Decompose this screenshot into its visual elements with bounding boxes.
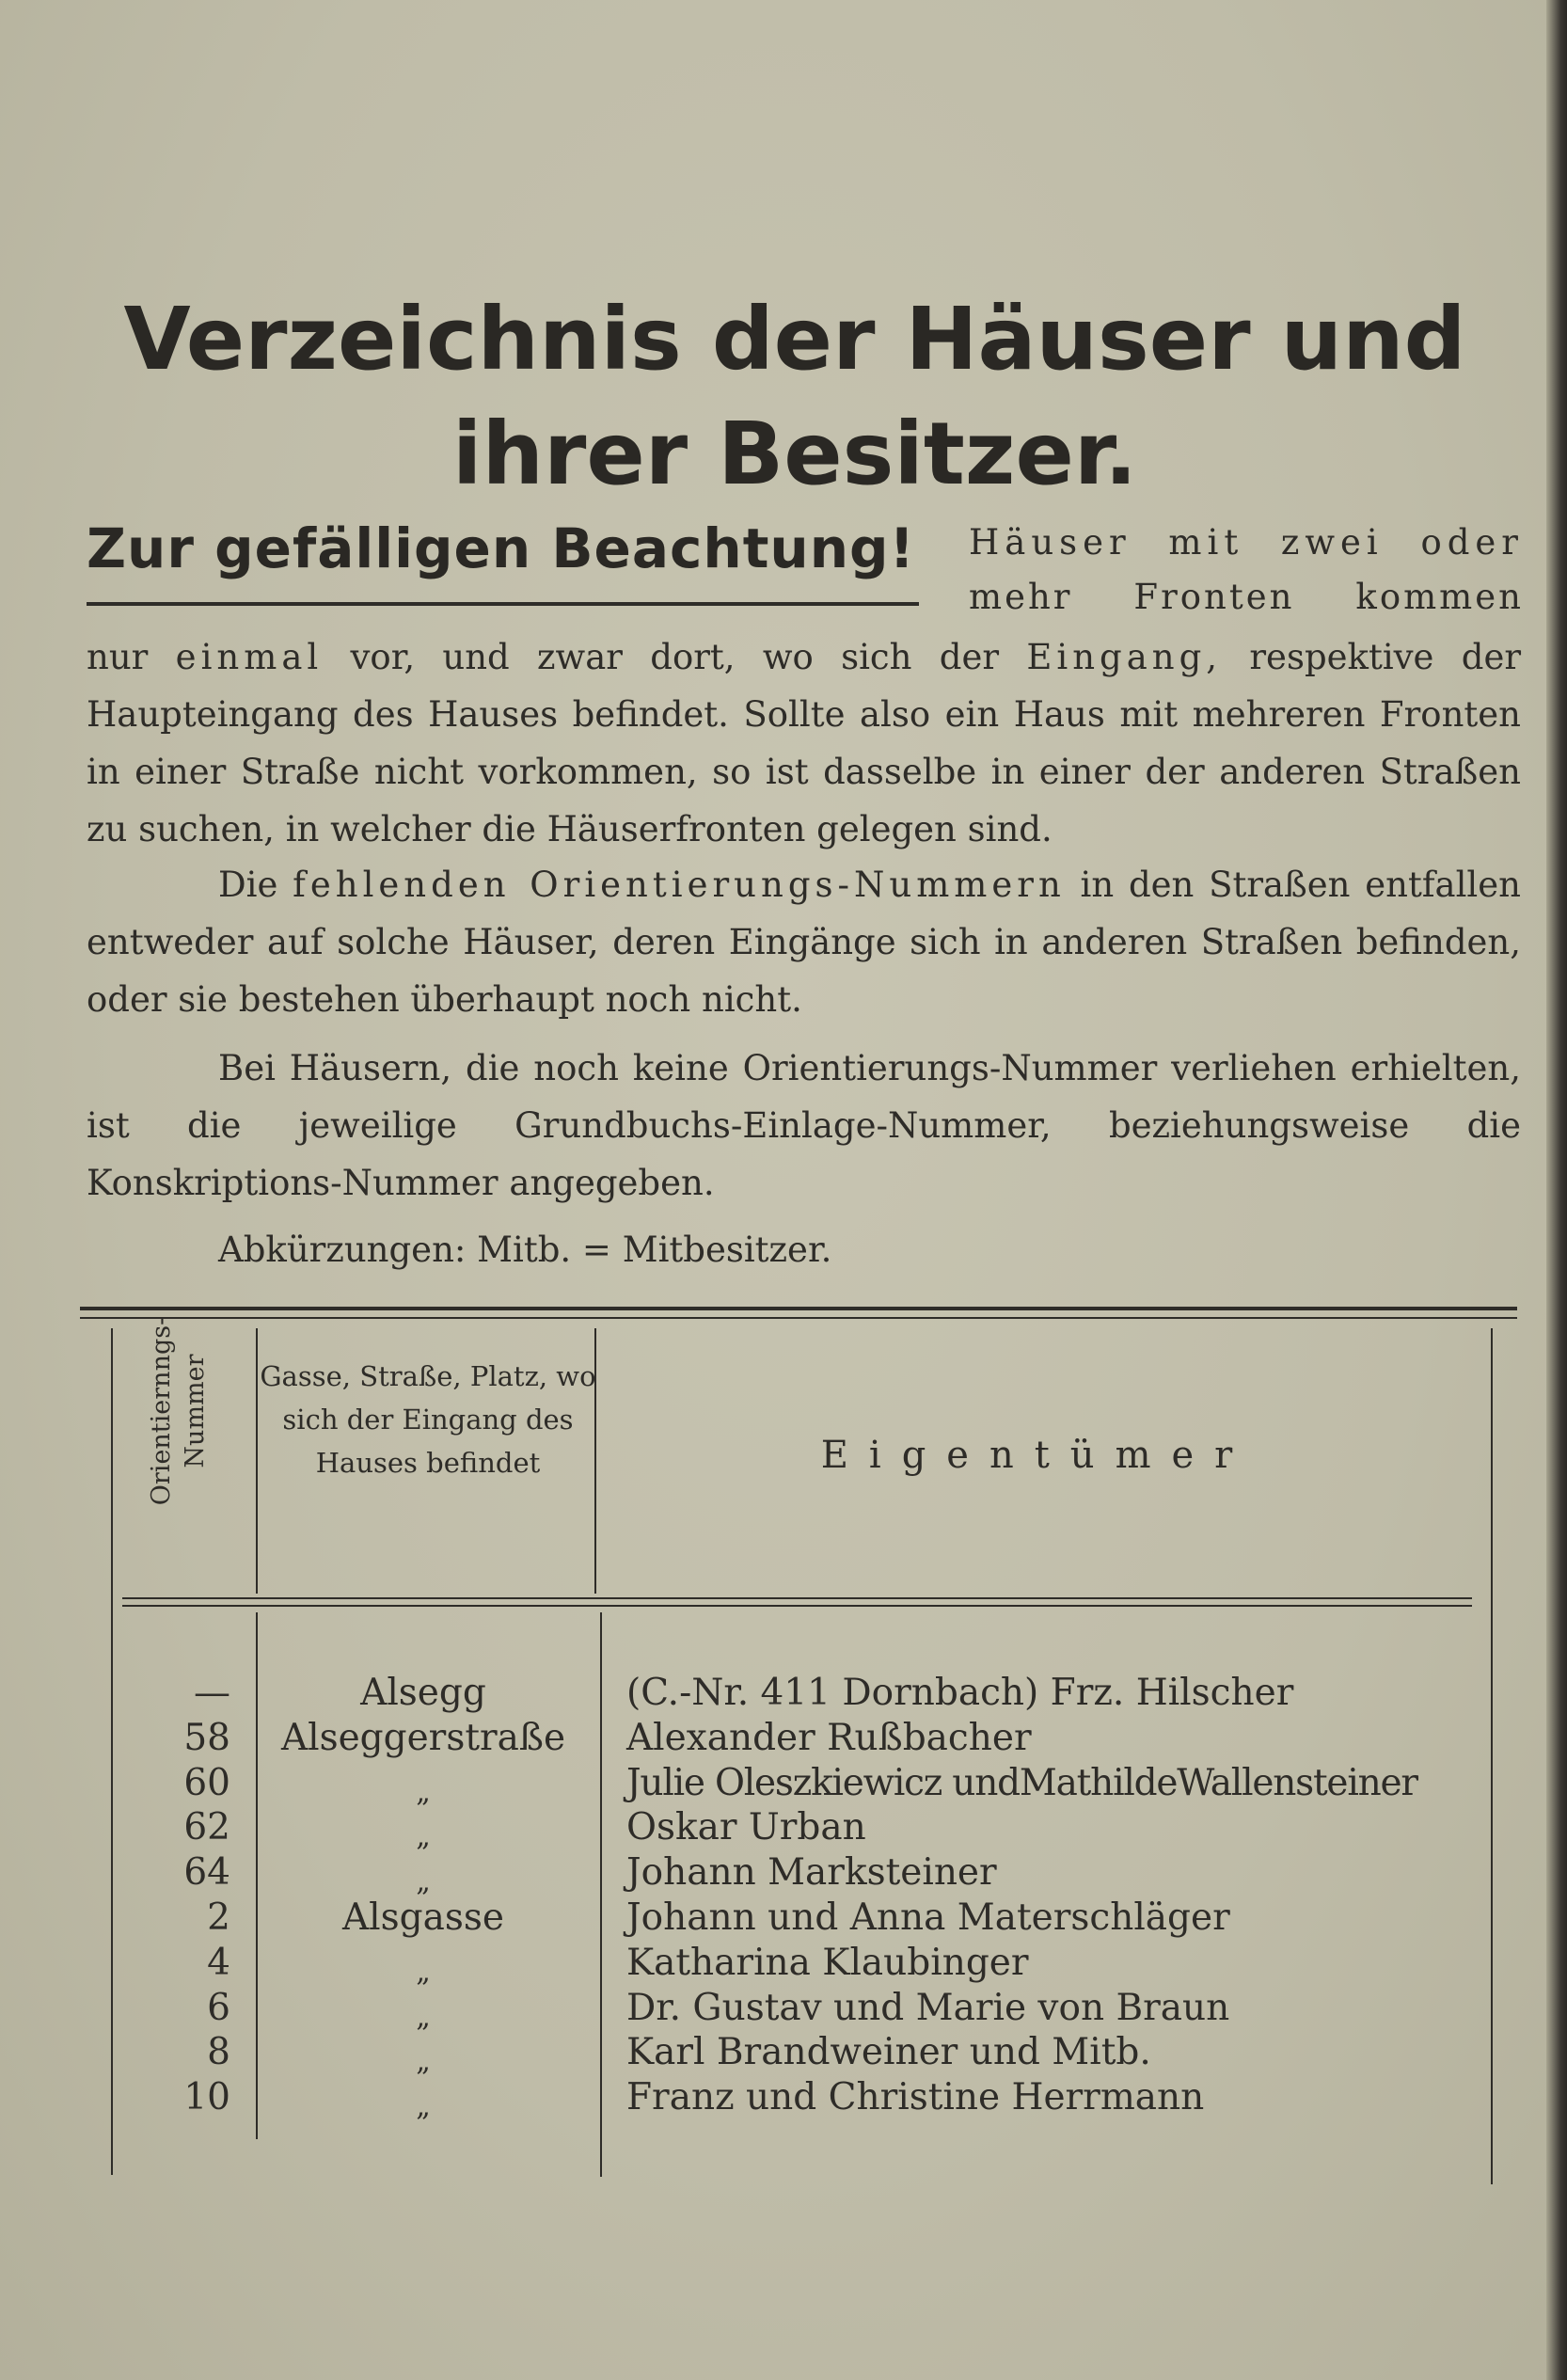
notice-heading-underline bbox=[87, 602, 919, 606]
table-row bbox=[122, 1986, 1514, 2034]
row-street: „ bbox=[416, 1820, 431, 1854]
row-owner: Julie Oleszkiewicz undMathildeWallensteiner bbox=[626, 1761, 1417, 1804]
row-number: 4 bbox=[207, 1941, 230, 1984]
p1-part-a: nur bbox=[87, 637, 149, 677]
notice-heading: Zur gefälligen Beachtung! bbox=[87, 516, 915, 580]
p2-part-c: in den Straßen entfallen entweder auf solche Häuser, deren Eingänge sich in anderen Straßen befinden, oder sie bestehen überhaupt noch nicht. bbox=[87, 865, 1521, 1020]
row-owner: Johann und Anna Materschläger bbox=[626, 1896, 1230, 1939]
row-street: „ bbox=[416, 1865, 431, 1899]
header-orientierungs-nummer bbox=[141, 1298, 216, 1524]
p2-part-a: Die bbox=[218, 865, 278, 905]
p1-part-c: vor, und zwar dort, wo sich der bbox=[350, 637, 1000, 677]
row-number: 64 bbox=[183, 1851, 230, 1895]
header-eigentuemer: Eigentümer bbox=[820, 1434, 1254, 1477]
notice-paragraph-3: Bei Häusern, die noch keine Orientierungs-Nummer verliehen erhielten, ist die jeweilige Grundbuchs-Einlage-Nummer, beziehungsweise die Konskriptions-Nummer angegeben. bbox=[87, 1048, 1521, 1203]
row-owner: Oskar Urban bbox=[626, 1806, 866, 1849]
header-rule bbox=[122, 1597, 1472, 1599]
notice-paragraph-2 bbox=[87, 856, 1521, 1028]
row-owner: Dr. Gustav und Marie von Braun bbox=[626, 1986, 1230, 2029]
page-edge-shadow bbox=[1546, 0, 1567, 2380]
row-owner: Franz und Christine Herrmann bbox=[626, 2076, 1205, 2119]
table-row bbox=[122, 1805, 1514, 1854]
row-street: Alsegg bbox=[360, 1672, 486, 1714]
row-number: 6 bbox=[207, 1986, 230, 2029]
notice-paragraph-1 bbox=[87, 628, 1521, 858]
row-street: „ bbox=[416, 2000, 431, 2034]
row-owner: Johann Marksteiner bbox=[626, 1851, 997, 1895]
row-street: „ bbox=[416, 2045, 431, 2079]
notice-intro-line-1: Häuser mit zwei oder bbox=[969, 522, 1524, 563]
table-row bbox=[122, 1850, 1514, 1899]
row-number: 8 bbox=[207, 2031, 230, 2074]
row-street: Alseggerstraße bbox=[280, 1716, 566, 1759]
table-row bbox=[122, 1941, 1514, 1989]
header-orient-line-2: Nummer bbox=[181, 1354, 210, 1468]
row-number: 60 bbox=[183, 1761, 230, 1804]
table-row bbox=[122, 2075, 1514, 2124]
header-gasse: Gasse, Straße, Platz, wo sich der Eingang des Hauses befindet bbox=[260, 1360, 596, 1479]
p2-emphasis: fehlenden Orientierungs-Nummern bbox=[293, 865, 1066, 905]
table-body bbox=[122, 1671, 1514, 2124]
row-street: „ bbox=[416, 2090, 431, 2124]
table-top-rule-thin bbox=[80, 1317, 1517, 1319]
row-number: 2 bbox=[207, 1896, 230, 1939]
abbreviations: Abkürzungen: Mitb. = Mitbesitzer. bbox=[218, 1230, 832, 1270]
p1-emphasis-einmal: einmal bbox=[175, 637, 324, 677]
page-title: Verzeichnis der Häuser und ihrer Besitzer. bbox=[123, 289, 1466, 504]
row-street: „ bbox=[416, 1955, 431, 1989]
row-owner: (C.-Nr. 411 Dornbach) Frz. Hilscher bbox=[626, 1672, 1294, 1714]
row-number: 58 bbox=[183, 1716, 230, 1759]
row-number: 10 bbox=[183, 2076, 230, 2119]
table-top-rule bbox=[80, 1307, 1517, 1310]
row-street: „ bbox=[416, 1775, 431, 1809]
row-owner: Katharina Klaubinger bbox=[626, 1941, 1029, 1984]
table-row bbox=[122, 1716, 1514, 1761]
p1-part-e: respektive der Haupteingang des Hauses befindet. Sollte also ein Haus mit mehreren Fronten in einer Straße nicht vorkommen, so ist dasselbe in einer der anderen Straßen zu suchen, in welcher die Häuserfronten gelegen sind. bbox=[87, 637, 1522, 849]
notice-intro bbox=[969, 516, 1524, 625]
table-row bbox=[122, 2030, 1514, 2079]
notice-intro-line-2: mehr Fronten kommen bbox=[969, 577, 1524, 617]
row-owner: Karl Brandweiner und Mitb. bbox=[626, 2031, 1151, 2074]
table-row bbox=[122, 1761, 1514, 1809]
header-orient-line-1: Orientiernngs- bbox=[147, 1316, 176, 1506]
col-divider-1 bbox=[256, 1328, 258, 1594]
table-row bbox=[122, 1671, 1514, 1716]
row-number: — bbox=[194, 1672, 230, 1714]
header-rule-double bbox=[122, 1605, 1472, 1607]
p1-emphasis-eingang: Eingang, bbox=[1026, 637, 1223, 677]
table-left-border bbox=[111, 1328, 113, 2175]
row-owner: Alexander Rußbacher bbox=[626, 1716, 1032, 1759]
row-street: Alsgasse bbox=[342, 1896, 504, 1939]
row-number: 62 bbox=[183, 1806, 230, 1849]
table-row bbox=[122, 1896, 1514, 1941]
